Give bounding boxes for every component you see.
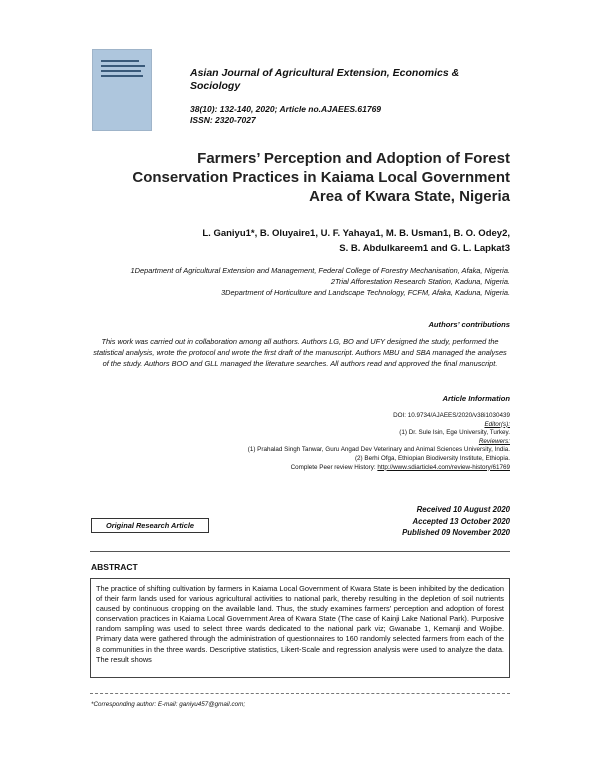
reviewer-2: (2) Berhi Ofga, Ethiopian Biodiversity Institute, Ethiopia. [354, 454, 510, 462]
reviewers-label: Reviewers: [478, 437, 510, 445]
corresponding-author-footnote: *Corresponding author: E-mail: ganiyu457@gmail.com; [91, 701, 246, 708]
date-accepted: Accepted 13 October 2020 [412, 516, 510, 526]
date-published: Published 09 November 2020 [402, 528, 510, 537]
cover-title-line [101, 75, 143, 77]
contributions-heading: Authors’ contributions [428, 320, 510, 329]
journal-issn: ISSN: 2320-7027 [190, 115, 256, 125]
abstract-text: The practice of shifting cultivation by farmers in Kaiama Local Government of Kwara State is been inhibited by the dedication of their farm lands used for various agricultural activities to national park, thereby resulting in the depletion of soil nutrients caused by continuous cropping on the available land. Thus, the study examines farmers’ perception and adoption of forest conservation practices in Kaiama Local Government Area of Kwara State (The case of Kainji Lake National Park). Purposive random sampling was used to select three wards dedicated to the national park viz; Gwanabe 1, Kemanji and Wojibe. Primary data were gathered through the administration of questionnaires to 160 randomly selected farmers from each of the 8 communities in the three wards. Descriptive statistics, Likert-Scale and regression analysis were used to analyze the data. The result shows [96, 584, 504, 664]
author-line-2: S. B. Abdulkareem1 and G. L. Lapkat3 [339, 243, 510, 254]
review-history [90, 464, 510, 473]
review-history-link[interactable]: http://www.sdiarticle4.com/review-history/61769 [377, 463, 510, 471]
article-type-badge: Original Research Article [91, 518, 209, 533]
editor-1: (1) Dr. Sule Isin, Ege University, Turkey. [399, 429, 510, 437]
cover-title-line [101, 70, 141, 72]
footnote-divider [90, 693, 510, 694]
doi: DOI: 10.9734/AJAEES/2020/v38i1030439 [393, 412, 510, 419]
abstract-box [90, 578, 510, 678]
affiliation-2: 2Trial Afforestation Research Station, Kaduna, Nigeria. [330, 277, 510, 286]
journal-name: Asian Journal of Agricultural Extension, Economics & Sociology [190, 67, 460, 92]
publication-dates [402, 504, 510, 539]
author-list [70, 226, 510, 256]
paper-title: Farmers’ Perception and Adoption of Forest Conservation Practices in Kaiama Local Government Area of Kwara State, Nigeria [132, 150, 510, 205]
journal-citation-block [190, 104, 381, 126]
journal-cover-image [92, 49, 152, 131]
date-received: Received 10 August 2020 [416, 505, 510, 514]
editors-label: Editor(s): [484, 420, 510, 428]
affiliation-1: 1Department of Agricultural Extension and Management, Federal College of Forestry Mechanisation, Afaka, Nigeria. [130, 266, 510, 275]
section-divider [90, 551, 510, 552]
cover-title-line [101, 60, 139, 62]
review-history-label: Complete Peer review History: [290, 463, 378, 471]
author-line-1: L. Ganiyu1*, B. Oluyaire1, U. F. Yahaya1, M. B. Usman1, B. O. Odey2, [202, 228, 510, 239]
reviewer-1: (1) Prahalad Singh Tanwar, Guru Angad Dev Veterinary and Animal Sciences University, India. [247, 446, 510, 454]
article-info [90, 412, 510, 472]
abstract-heading: ABSTRACT [91, 562, 138, 572]
affiliation-3: 3Department of Horticulture and Landscape Technology, FCFM, Afaka, Kaduna, Nigeria. [221, 288, 510, 297]
affiliations [50, 265, 510, 298]
journal-citation: 38(10): 132-140, 2020; Article no.AJAEES.61769 [190, 104, 382, 114]
article-info-heading: Article Information [442, 394, 510, 403]
cover-title-line [101, 65, 145, 67]
contributions-text: This work was carried out in collaboration among all authors. Authors LG, BO and UFY designed the study, performed the statistical analysis, wrote the protocol and wrote the first draft of the manuscript. Authors MBU and SBA managed the analyses of the study. Authors BOO and GLL managed the literature searches. All authors read and approved the final manuscript. [93, 337, 507, 368]
